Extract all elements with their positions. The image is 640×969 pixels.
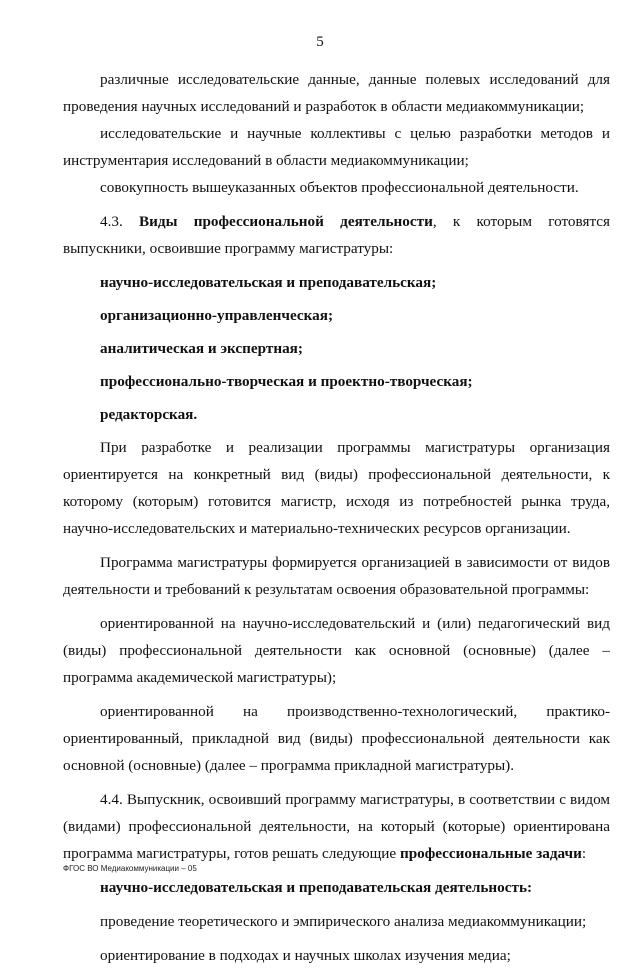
bold-term: Виды профессиональной деятельности bbox=[139, 213, 433, 230]
paragraph: совокупность вышеуказанных объектов профессиональной деятельности. bbox=[100, 179, 579, 196]
paragraph-text: , к которым готовятся выпускники, освоившие программу магистратуры: bbox=[63, 213, 610, 257]
page-number: 5 bbox=[316, 34, 324, 50]
document-body bbox=[63, 66, 610, 969]
section-4-4-paragraph bbox=[63, 786, 610, 867]
paragraph: Программа магистратуры формируется организацией в зависимости от видов деятельности и требований к результатам освоения образовательной программы: bbox=[63, 554, 610, 598]
paragraph-text: : bbox=[581, 845, 587, 862]
subheading: научно-исследовательская и преподавательская деятельность: bbox=[100, 879, 533, 896]
list-item: редакторская. bbox=[100, 406, 198, 423]
list-item: аналитическая и экспертная; bbox=[100, 340, 303, 357]
paragraph: различные исследовательские данные, данные полевых исследований для проведения научных исследований и разработок в области медиакоммуникации; bbox=[63, 71, 610, 115]
paragraph: исследовательские и научные коллективы с целью разработки методов и инструментария исследований в области медиакоммуникации; bbox=[63, 125, 610, 169]
list-item: организационно-управленческая; bbox=[100, 307, 333, 324]
section-number: 4.3. bbox=[100, 213, 140, 230]
paragraph: ориентированной на научно-исследовательский и (или) педагогический вид (виды) профессиональной деятельности как основной (основные) (далее – программа академической магистратуры); bbox=[63, 615, 610, 686]
list-item: научно-исследовательская и преподавательская; bbox=[100, 274, 437, 291]
bold-term: профессиональные задачи bbox=[399, 845, 582, 862]
paragraph: проведение теоретического и эмпирического анализа медиакоммуникации; bbox=[100, 913, 587, 930]
footer-label: ФГОС ВО Медиакоммуникации – 05 bbox=[63, 864, 197, 873]
paragraph: ориентирование в подходах и научных школах изучения медиа; bbox=[100, 947, 511, 964]
paragraph-text: 4.4. Выпускник, освоивший программу магистратуры, в соответствии с видом (видами) профессиональной деятельности, на который (которые) ориентирована программа магистратуры, готов решать следующие bbox=[63, 791, 610, 862]
section-4-3-paragraph bbox=[63, 208, 610, 262]
paragraph: ориентированной на производственно-технологический, практико-ориентированный, прикладной вид (виды) профессиональной деятельности как основной (основные) (далее – программа прикладной магистратуры). bbox=[63, 703, 610, 774]
list-item: профессионально-творческая и проектно-творческая; bbox=[100, 373, 473, 390]
paragraph: При разработке и реализации программы магистратуры организация ориентируется на конкретный вид (виды) профессиональной деятельности, к которому (которым) готовится магистр, исходя из потребностей рынка труда, научно-исследовательских и материально-технических ресурсов организации. bbox=[63, 439, 610, 537]
